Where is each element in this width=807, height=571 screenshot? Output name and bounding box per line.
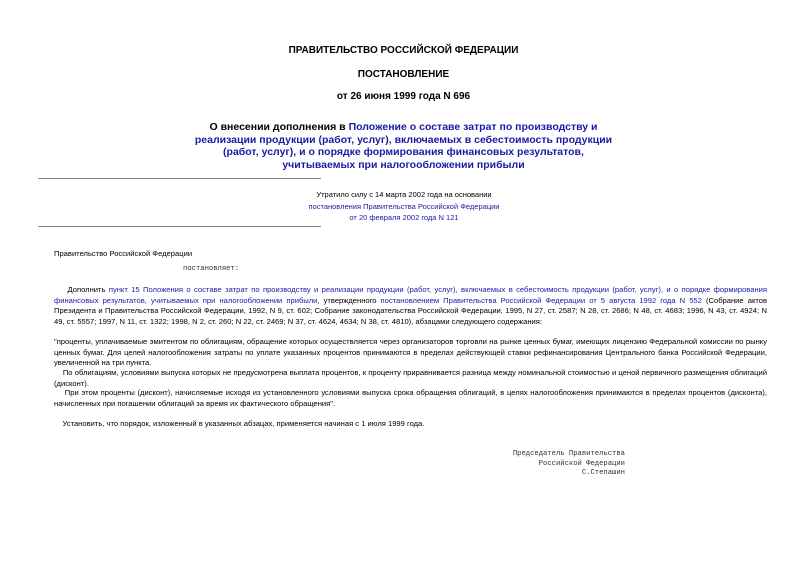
p1-text-2: , утвержденного [317, 295, 381, 305]
divider-top [38, 178, 321, 179]
subject-prefix: О внесении дополнения в [209, 121, 349, 133]
paragraph-limits [54, 388, 767, 409]
subject-regulation-link[interactable]: Положение о составе затрат по производству и реализации продукции (работ, услуг), включаемых в себестоимость продукции (работ, услуг), и о порядке формирования финансовых результатов, учитываемых при налогообложении прибыли [194, 121, 613, 171]
signature-title-1: Председатель Правительства [512, 450, 625, 458]
divider-bottom [38, 226, 321, 227]
decrees-word: постановляет: [183, 265, 240, 273]
signature-name: С.Степашин [581, 469, 625, 477]
paragraph-amendment [54, 285, 767, 327]
paragraph-discount [54, 368, 767, 389]
signature-block [513, 450, 625, 479]
government-heading: ПРАВИТЕЛЬСТВО РОССИЙСКОЙ ФЕДЕРАЦИИ [288, 45, 519, 56]
signature-title-2: Российской Федерации [538, 459, 625, 468]
p1-text-3: (Собрание актов Президента и Правительства Российской Федерации, 1992, N 9, ст. 602; Собрание законодательства Российской Федерации, 1995, N 27, ст. 2587; N 28, ст. 2686; N 48, ст. 4683; 1996, N 43, ст. 4924; N 49, ст. 5557; 1997, N 11, ст. 1322; 1998, N 2, ст. 260; N 22, ст. 2469; N 37, ст. 4624, 4634; N 38, ст. 4810), абзацами следующего содержания: [54, 295, 767, 326]
issuer-text: Правительство Российской Федерации [54, 249, 193, 258]
paragraph-interest: "проценты, уплачиваемые эмитентом по облигациям, обращение которых осуществляется через организаторов торговли на рынке ценных бумаг, имеющих лицензию Федеральной комиссии по рынку ценных бумаг. Для целей налогообложения затраты по уплате указанных процентов принимаются в пределах действующей ставки рефинансирования Центрального банка Российской Федерации, увеличенной на три пункта. [54, 337, 767, 368]
status-line: Утратило силу с 14 марта 2002 года на основании [316, 190, 492, 199]
document-type: ПОСТАНОВЛЕНИЕ [357, 69, 450, 80]
p1-text-1: Дополнить [67, 285, 109, 294]
regulation-clause-link[interactable]: пункт 15 Положения о составе затрат по производству и реализации продукции (работ, услуг), включаемых в себестоимость продукции (работ, услуг), и о порядке формирования финансовых результатов, учитываемых при налогообложении прибыли [54, 285, 767, 305]
status-note [280, 189, 528, 224]
p5-text: Установить, что порядок, изложенный в указанных абзацах, применяется начиная с 1 июля 1999 года. [62, 419, 425, 428]
decree-552-link[interactable]: постановлением Правительства Российской Федерации от 5 августа 1992 года N 552 [380, 295, 702, 305]
document-date-number: от 26 июня 1999 года N 696 [336, 91, 471, 102]
p3-text: По облигациям, условиями выпуска которых не предусмотрена выплата процентов, к проценту приравнивается разница между номинальной стоимостью и ценой первичного размещения облигаций (дисконт). [54, 368, 767, 388]
repeal-decree-date-link[interactable]: от 20 февраля 2002 года N 121 [349, 213, 459, 222]
document-subject [190, 121, 617, 171]
repeal-decree-link[interactable]: постановления Правительства Российской Федерации [308, 201, 500, 211]
paragraph-effective-date [54, 419, 767, 430]
p4-text: При этом проценты (дисконт), начисляемые исходя из установленного условиями выпуска срока обращения облигаций, в целях налогообложения принимаются в пределах процентов (дисконта), начисленных при погашении облигаций за время их фактического обращения". [54, 388, 767, 408]
